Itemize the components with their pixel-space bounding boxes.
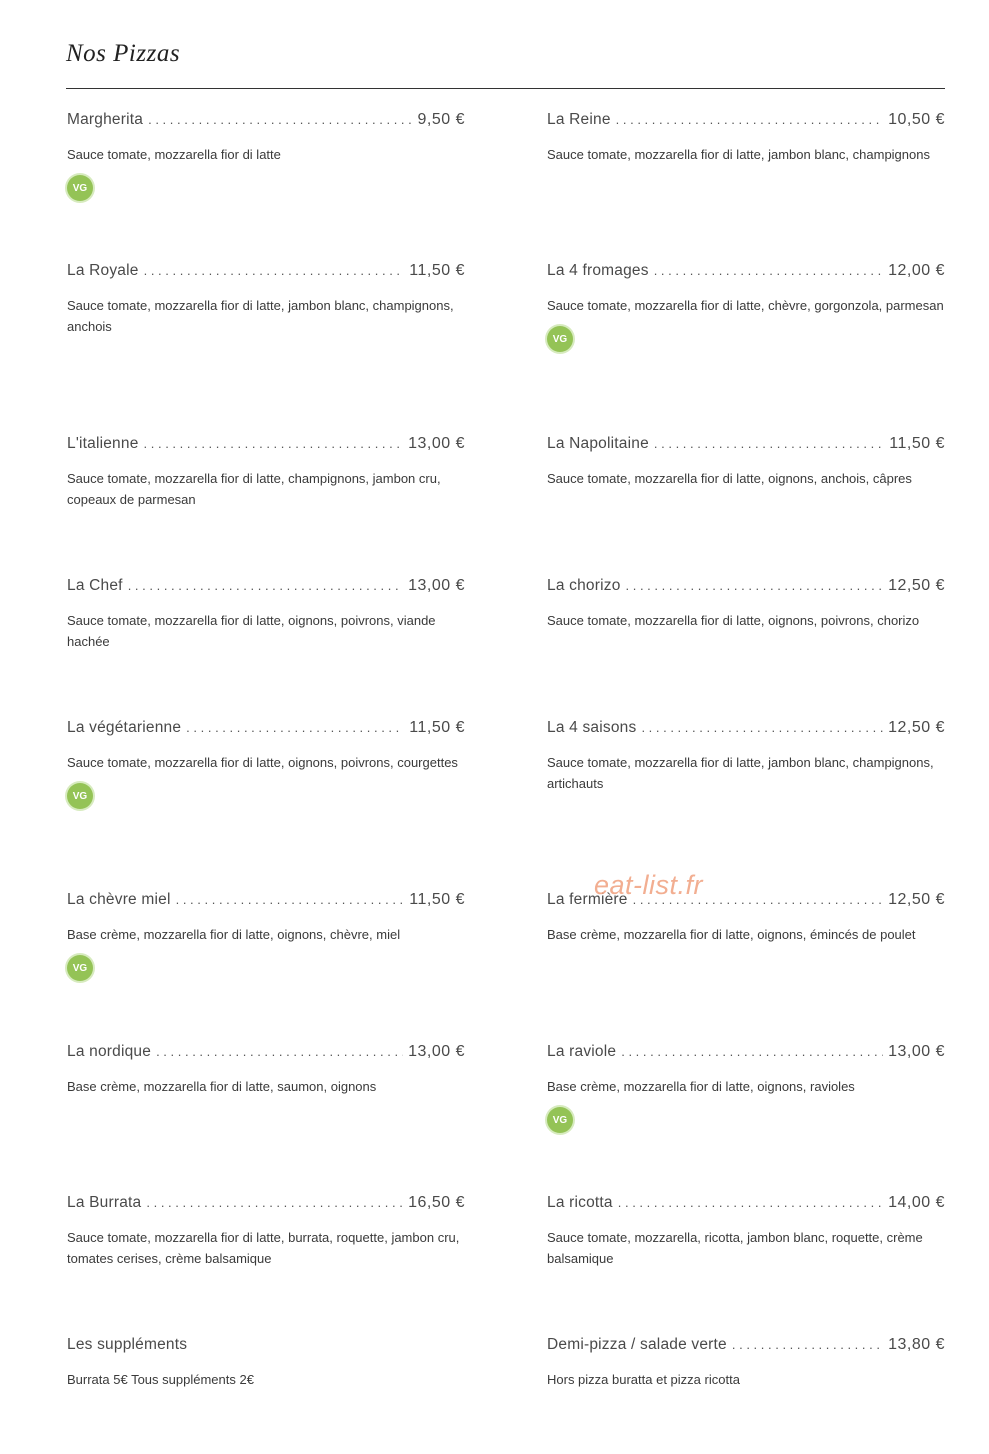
item-name: La raviole [547, 1043, 617, 1060]
item-name: Margherita [67, 111, 144, 128]
item-price: 14,00 € [888, 1194, 945, 1211]
item-price: 11,50 € [409, 262, 465, 279]
dot-leader [626, 578, 884, 593]
menu-item-demi-pizza [547, 1336, 945, 1390]
dot-leader [176, 892, 405, 907]
item-price: 13,00 € [408, 435, 465, 452]
item-name: La végétarienne [67, 719, 182, 736]
menu-item-la-4-saisons [547, 719, 945, 794]
item-name: Les suppléments [67, 1336, 188, 1353]
item-price: 11,50 € [409, 719, 465, 736]
item-name: La ricotta [547, 1194, 613, 1211]
item-price: 12,00 € [888, 262, 945, 279]
dot-leader [654, 263, 883, 278]
vegetarian-badge-icon: VG [67, 783, 93, 809]
menu-item-la-raviole [547, 1043, 945, 1133]
dot-leader [146, 1195, 403, 1210]
item-name: La Royale [67, 262, 139, 279]
item-name: La nordique [67, 1043, 152, 1060]
item-price: 13,00 € [408, 1043, 465, 1060]
dot-leader [186, 720, 404, 735]
menu-item-la-royale [67, 262, 465, 337]
dot-leader [128, 578, 403, 593]
item-description: Sauce tomate, mozzarella fior di latte, jambon blanc, champignons, anchois [67, 298, 454, 334]
item-price: 10,50 € [888, 111, 945, 128]
item-price: 12,50 € [888, 719, 945, 736]
item-name: La 4 saisons [547, 719, 637, 736]
item-name: La fermière [547, 891, 628, 908]
item-name: Demi-pizza / salade verte [547, 1336, 727, 1353]
title-divider [66, 88, 945, 89]
dot-leader [144, 436, 404, 451]
item-description: Sauce tomate, mozzarella fior di latte, oignons, anchois, câpres [547, 471, 912, 486]
item-name: La 4 fromages [547, 262, 649, 279]
item-description: Sauce tomate, mozzarella fior di latte, jambon blanc, champignons [547, 147, 930, 162]
item-description: Sauce tomate, mozzarella fior di latte, champignons, jambon cru, copeaux de parmesan [67, 471, 441, 507]
item-price: 13,00 € [888, 1043, 945, 1060]
item-description: Sauce tomate, mozzarella, ricotta, jambon blanc, roquette, crème balsamique [547, 1230, 923, 1266]
item-name: La chèvre miel [67, 891, 171, 908]
menu-item-la-reine [547, 111, 945, 165]
menu-item-litalienne [67, 435, 465, 510]
item-description: Base crème, mozzarella fior di latte, oignons, chèvre, miel [67, 927, 401, 942]
item-price: 11,50 € [409, 891, 465, 908]
dot-leader [618, 1195, 883, 1210]
item-description: Hors pizza buratta et pizza ricotta [547, 1372, 740, 1387]
vegetarian-badge-icon: VG [547, 1107, 573, 1133]
vegetarian-badge-icon: VG [67, 955, 93, 981]
item-description: Sauce tomate, mozzarella fior di latte, chèvre, gorgonzola, parmesan [547, 298, 944, 313]
item-name: La chorizo [547, 577, 621, 594]
item-name: L'italienne [67, 435, 139, 452]
page-title: Nos Pizzas [66, 40, 181, 67]
item-name: La Reine [547, 111, 611, 128]
dot-leader [621, 1044, 883, 1059]
menu-item-la-chef [67, 577, 465, 652]
item-price: 13,00 € [408, 577, 465, 594]
menu-item-la-4-fromages [547, 262, 945, 352]
vegetarian-badge-icon: VG [67, 175, 93, 201]
dot-leader [144, 263, 405, 278]
item-price: 12,50 € [888, 577, 945, 594]
item-description: Sauce tomate, mozzarella fior di latte, jambon blanc, champignons, artichauts [547, 755, 934, 791]
menu-item-la-chevre-miel [67, 891, 465, 981]
dot-leader [654, 436, 884, 451]
item-price: 16,50 € [408, 1194, 465, 1211]
item-price: 9,50 € [417, 111, 465, 128]
watermark: eat-list.fr [594, 870, 704, 900]
menu-item-la-vegetarienne [67, 719, 465, 809]
dot-leader [616, 112, 883, 127]
item-description: Sauce tomate, mozzarella fior di latte, burrata, roquette, jambon cru, tomates cerises, crème balsamique [67, 1230, 460, 1266]
item-price: 11,50 € [889, 435, 945, 452]
item-description: Base crème, mozzarella fior di latte, oignons, émincés de poulet [547, 927, 916, 942]
item-price: 13,80 € [888, 1336, 945, 1353]
menu-item-la-napolitaine [547, 435, 945, 489]
menu-item-la-nordique [67, 1043, 465, 1097]
menu-item-la-ricotta [547, 1194, 945, 1269]
item-name: La Chef [67, 577, 123, 594]
dot-leader [148, 112, 412, 127]
dot-leader [156, 1044, 403, 1059]
item-description: Base crème, mozzarella fior di latte, oignons, ravioles [547, 1079, 855, 1094]
dot-leader [732, 1337, 883, 1352]
item-description: Sauce tomate, mozzarella fior di latte, oignons, poivrons, chorizo [547, 613, 920, 628]
menu-item-la-chorizo [547, 577, 945, 631]
vegetarian-badge-icon: VG [547, 326, 573, 352]
menu-item-margherita [67, 111, 465, 201]
item-description: Sauce tomate, mozzarella fior di latte, oignons, poivrons, courgettes [67, 755, 458, 770]
item-description: Burrata 5€ Tous suppléments 2€ [67, 1372, 254, 1387]
menu-item-la-burrata [67, 1194, 465, 1269]
item-price: 12,50 € [888, 891, 945, 908]
item-description: Base crème, mozzarella fior di latte, saumon, oignons [67, 1079, 377, 1094]
item-name: La Napolitaine [547, 435, 649, 452]
dot-leader [641, 720, 883, 735]
menu-item-supplements [67, 1336, 465, 1390]
item-description: Sauce tomate, mozzarella fior di latte, oignons, poivrons, viande hachée [67, 613, 436, 649]
item-name: La Burrata [67, 1194, 142, 1211]
item-description: Sauce tomate, mozzarella fior di latte [67, 147, 281, 162]
